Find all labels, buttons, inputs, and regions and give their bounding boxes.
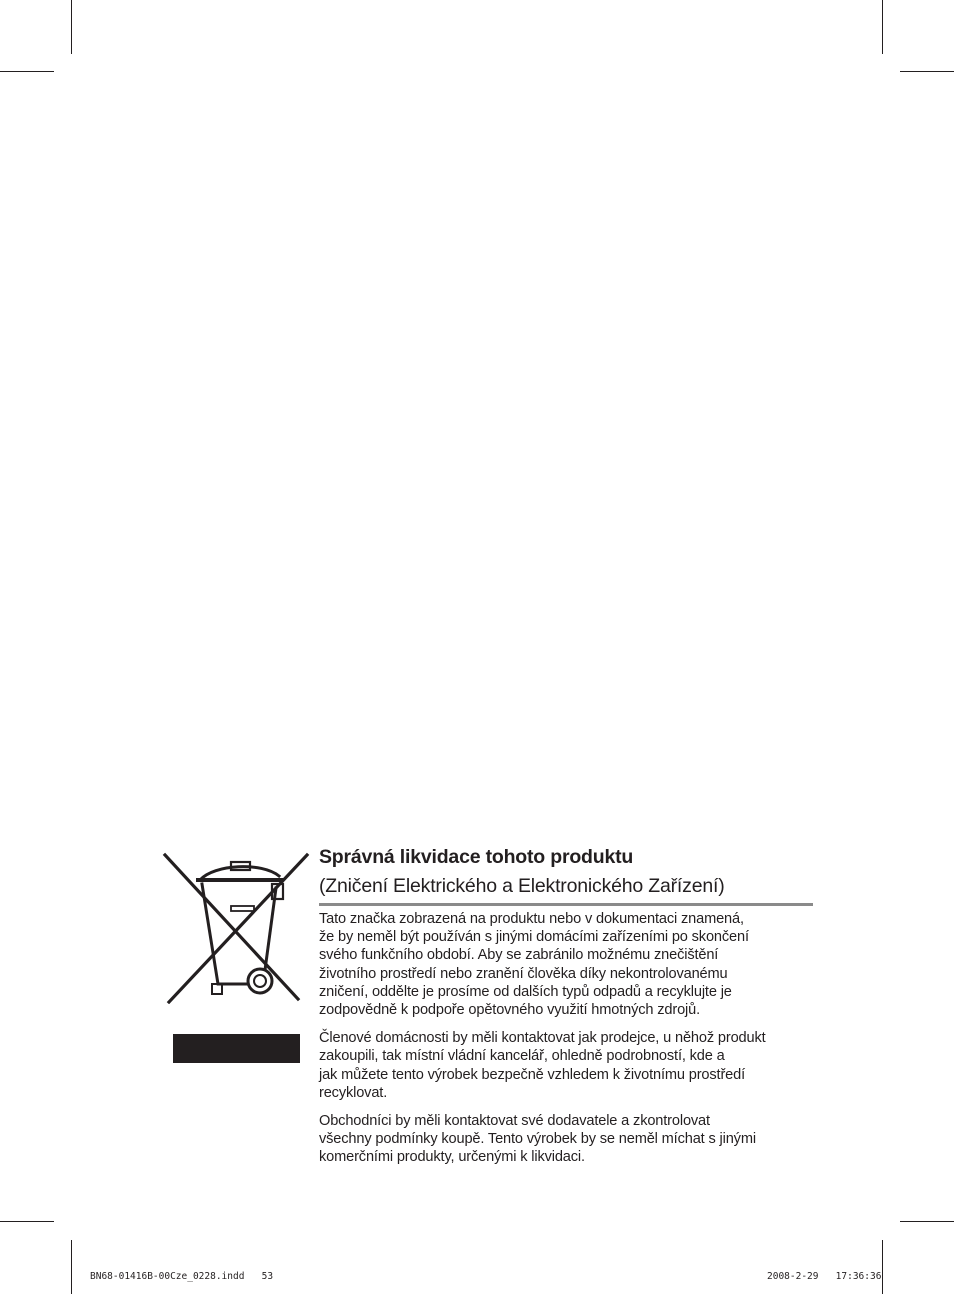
- crop-mark: [882, 1240, 883, 1294]
- section-subtitle: (Zničení Elektrického a Elektronického Zařízení): [319, 875, 725, 897]
- paragraph-line: Obchodníci by měli kontaktovat své dodavatele a zkontrolovat: [319, 1113, 710, 1130]
- footer-slug-right: [767, 1271, 881, 1283]
- paragraph-line: Tato značka zobrazená na produktu nebo v dokumentaci znamená,: [319, 911, 744, 927]
- paragraph-line: že by neměl být používán s jinými domácími zařízeními po skončení: [319, 929, 749, 946]
- footer-time: 17:36:36: [835, 1271, 882, 1282]
- crop-mark: [0, 71, 54, 72]
- footer-slug-left: [90, 1271, 273, 1283]
- disposal-section: [319, 843, 813, 1167]
- crop-mark: [900, 71, 954, 72]
- paragraph-line: zodpovědně k podpoře opětovného využití hmotných zdrojů.: [319, 1002, 701, 1019]
- paragraph-line: životního prostředí nebo zranění člověka díky nekontrolovanému: [319, 965, 728, 982]
- crossed-out-wheelie-bin-icon: [162, 852, 312, 1004]
- crop-mark: [71, 1240, 72, 1294]
- paragraph-line: jak můžete tento výrobek bezpečně vzhledem k životnímu prostředí: [319, 1066, 745, 1083]
- crop-mark: [0, 1221, 54, 1222]
- paragraph-line: komerčními produkty, určenými k likvidaci.: [319, 1149, 585, 1166]
- paragraph: [319, 1029, 813, 1102]
- paragraph-line: Členové domácnosti by měli kontaktovat jak prodejce, u něhož produkt: [319, 1030, 766, 1047]
- section-title: Správná likvidace tohoto produktu: [319, 846, 634, 868]
- title-underline: [319, 903, 813, 906]
- black-bar: [173, 1034, 300, 1063]
- paragraph: [319, 910, 813, 1019]
- paragraph-line: zničení, oddělte je prosíme od dalších typů odpadů a recyklujte je: [319, 983, 732, 1000]
- crop-mark: [900, 1221, 954, 1222]
- paragraph: [319, 1112, 813, 1167]
- crop-mark: [882, 0, 883, 54]
- paragraph-line: zakoupili, tak místní vládní kancelář, ohledně podrobností, kde a: [319, 1048, 725, 1065]
- footer-date: 2008-2-29: [767, 1271, 819, 1282]
- paragraph-line: všechny podmínky koupě. Tento výrobek by se neměl míchat s jinými: [319, 1131, 756, 1148]
- paragraph-line: recyklovat.: [319, 1084, 388, 1101]
- footer-filename: BN68-01416B-00Cze_0228.indd: [90, 1271, 245, 1282]
- footer-page-number: 53: [261, 1271, 274, 1282]
- crop-mark: [71, 0, 72, 54]
- paragraph-line: svého funkčního období. Aby se zabránilo možnému znečištění: [319, 947, 719, 964]
